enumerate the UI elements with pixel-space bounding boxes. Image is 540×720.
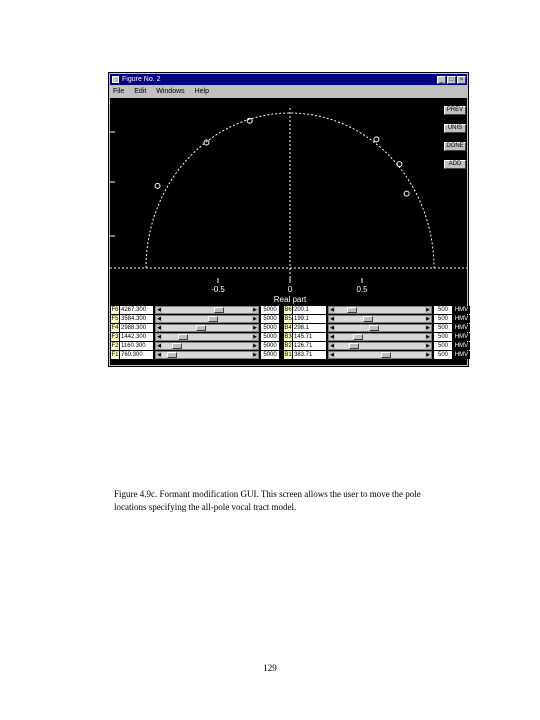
pole-marker[interactable] (155, 183, 160, 188)
formant-max-field[interactable]: 5000 (261, 351, 279, 359)
bandwidth-slider[interactable] (328, 315, 432, 323)
slider-thumb[interactable] (214, 307, 224, 313)
bandwidth-slider[interactable] (328, 351, 432, 359)
add-button[interactable]: ADD (444, 160, 466, 169)
x-tick-label: 0 (287, 285, 293, 294)
caption-line: locations specifying the all-pole vocal tract model. (114, 502, 297, 512)
menu-file[interactable]: File (113, 88, 125, 95)
formant-slider[interactable] (155, 324, 259, 332)
bandwidth-value-field[interactable]: 145.71 (293, 333, 326, 341)
bandwidth-control-row (284, 315, 469, 323)
arrow-right-icon[interactable]: ▶ (253, 307, 257, 313)
formant-value-field[interactable]: 1160.300 (120, 342, 153, 350)
maximize-button[interactable]: □ (447, 76, 456, 84)
slider-thumb[interactable] (353, 334, 363, 340)
formant-slider[interactable] (155, 342, 259, 350)
formant-slider[interactable] (155, 306, 259, 314)
formant-max-field[interactable]: 5000 (261, 324, 279, 332)
bandwidth-unit-label: HMV (454, 325, 469, 331)
arrow-right-icon[interactable]: ▶ (426, 352, 430, 358)
slider-thumb[interactable] (178, 334, 188, 340)
formant-max-field[interactable]: 5000 (261, 342, 279, 350)
pole-marker[interactable] (374, 137, 379, 142)
app-icon (112, 76, 119, 83)
minimize-button[interactable]: _ (437, 76, 446, 84)
bandwidth-unit-label: HMV (454, 316, 469, 322)
figure-caption (114, 488, 474, 514)
close-button[interactable]: × (457, 76, 466, 84)
caption-line: Figure 4.9c. Formant modification GUI. This screen allows the user to move the pole (114, 489, 421, 499)
slider-thumb[interactable] (369, 325, 379, 331)
bandwidth-control-row (284, 324, 469, 332)
pole-marker[interactable] (397, 162, 402, 167)
slider-thumb[interactable] (347, 307, 357, 313)
arrow-left-icon[interactable]: ◀ (157, 352, 161, 358)
bandwidth-label: B6 (284, 307, 292, 313)
formant-max-field[interactable]: 5000 (261, 315, 279, 323)
slider-thumb[interactable] (349, 343, 359, 349)
done-button[interactable]: DONE (444, 142, 466, 151)
formant-label: F4 (111, 325, 119, 331)
arrow-left-icon[interactable]: ◀ (157, 325, 161, 331)
figure-canvas (110, 98, 467, 365)
title-bar[interactable] (110, 74, 467, 85)
arrow-left-icon[interactable]: ◀ (157, 343, 161, 349)
arrow-right-icon[interactable]: ▶ (253, 352, 257, 358)
x-axis-label: Real part (273, 295, 307, 304)
bandwidth-unit-label: HMV (454, 334, 469, 340)
formant-label: F2 (111, 343, 119, 349)
bandwidth-slider[interactable] (328, 333, 432, 341)
formant-slider[interactable] (155, 315, 259, 323)
slider-thumb[interactable] (196, 325, 206, 331)
arrow-left-icon[interactable]: ◀ (157, 334, 161, 340)
arrow-left-icon[interactable]: ◀ (330, 307, 334, 313)
arrow-right-icon[interactable]: ▶ (426, 325, 430, 331)
bandwidth-unit-label: HMV (454, 352, 469, 358)
x-tick-label: -0.5 (211, 285, 225, 294)
bandwidth-max-field[interactable]: 500 (434, 315, 452, 323)
menu-bar (110, 86, 467, 97)
bandwidth-max-field[interactable]: 500 (434, 333, 452, 341)
bandwidth-control-row (284, 306, 469, 314)
formant-value-field[interactable]: 3584.300 (120, 315, 153, 323)
slider-thumb[interactable] (381, 352, 391, 358)
bandwidth-label: B1 (284, 352, 292, 358)
bandwidth-value-field[interactable]: 126.71 (293, 342, 326, 350)
prev-button[interactable]: PREV (444, 106, 466, 115)
bandwidth-value-field[interactable]: 200.1 (293, 306, 326, 314)
formant-control-row (111, 342, 281, 350)
menu-windows[interactable]: Windows (156, 88, 185, 95)
formant-slider[interactable] (155, 351, 259, 359)
formant-label: F3 (111, 334, 119, 340)
page-number: 129 (263, 663, 277, 673)
arrow-left-icon[interactable]: ◀ (330, 334, 334, 340)
bandwidth-max-field[interactable]: 500 (434, 306, 452, 314)
arrow-right-icon[interactable]: ▶ (426, 307, 430, 313)
bandwidth-label: B4 (284, 325, 292, 331)
slider-thumb[interactable] (363, 316, 373, 322)
bandwidth-slider[interactable] (328, 324, 432, 332)
formant-value-field[interactable]: 2988.300 (120, 324, 153, 332)
bandwidth-slider[interactable] (328, 342, 432, 350)
bandwidth-unit-label: HMV (454, 343, 469, 349)
bandwidth-value-field[interactable]: 383.71 (293, 351, 326, 359)
arrow-right-icon[interactable]: ▶ (426, 334, 430, 340)
formant-value-field[interactable]: 1442.300 (120, 333, 153, 341)
window-title: Figure No. 2 (122, 76, 161, 83)
unis-button[interactable]: UNIS (444, 124, 466, 133)
bandwidth-label: B3 (284, 334, 292, 340)
bandwidth-label: B5 (284, 316, 292, 322)
arrow-right-icon[interactable]: ▶ (253, 343, 257, 349)
slider-thumb[interactable] (208, 316, 218, 322)
bandwidth-control-row (284, 351, 469, 359)
bandwidth-value-field[interactable]: 199.1 (293, 315, 326, 323)
formant-label: F6 (111, 307, 119, 313)
bandwidth-max-field[interactable]: 500 (434, 324, 452, 332)
arrow-left-icon[interactable]: ◀ (330, 352, 334, 358)
formant-value-field[interactable]: 4267.300 (120, 306, 153, 314)
menu-help[interactable]: Help (194, 88, 210, 95)
bandwidth-value-field[interactable]: 298.1 (293, 324, 326, 332)
arrow-right-icon[interactable]: ▶ (426, 316, 430, 322)
formant-control-row (111, 333, 281, 341)
bandwidth-slider[interactable] (328, 306, 432, 314)
formant-control-row (111, 324, 281, 332)
arrow-right-icon[interactable]: ▶ (426, 343, 430, 349)
slider-thumb[interactable] (172, 343, 182, 349)
arrow-left-icon[interactable]: ◀ (330, 325, 334, 331)
x-tick-label: 0.5 (356, 285, 368, 294)
menu-edit[interactable]: Edit (134, 88, 147, 95)
formant-control-row (111, 306, 281, 314)
arrow-right-icon[interactable]: ▶ (253, 316, 257, 322)
formant-label: F1 (111, 352, 119, 358)
pole-marker[interactable] (404, 191, 409, 196)
arrow-left-icon[interactable]: ◀ (157, 307, 161, 313)
bandwidth-control-row (284, 342, 469, 350)
formant-max-field[interactable]: 5000 (261, 306, 279, 314)
figure-window (108, 72, 469, 367)
bandwidth-label: B2 (284, 343, 292, 349)
arrow-right-icon[interactable]: ▶ (253, 334, 257, 340)
bandwidth-unit-label: HMV (454, 307, 469, 313)
bandwidth-max-field[interactable]: 500 (434, 351, 452, 359)
bandwidth-control-row (284, 333, 469, 341)
arrow-left-icon[interactable]: ◀ (330, 316, 334, 322)
arrow-left-icon[interactable]: ◀ (157, 316, 161, 322)
bandwidth-max-field[interactable]: 500 (434, 342, 452, 350)
formant-control-row (111, 351, 281, 359)
formant-slider[interactable] (155, 333, 259, 341)
arrow-right-icon[interactable]: ▶ (253, 325, 257, 331)
slider-thumb[interactable] (167, 352, 177, 358)
formant-label: F5 (111, 316, 119, 322)
formant-control-row (111, 315, 281, 323)
pole-marker[interactable] (204, 140, 209, 145)
formant-value-field[interactable]: 760.300 (120, 351, 153, 359)
formant-max-field[interactable]: 5000 (261, 333, 279, 341)
arrow-left-icon[interactable]: ◀ (330, 343, 334, 349)
